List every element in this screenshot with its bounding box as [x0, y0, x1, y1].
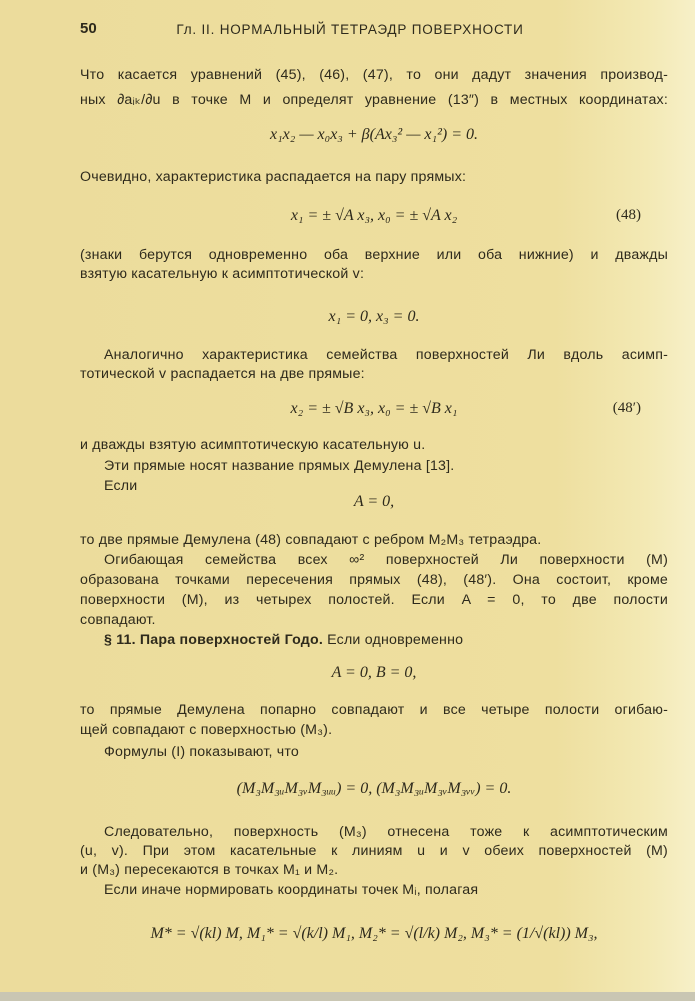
text-line: совпадают. [80, 612, 156, 628]
equation-number: (48′) [612, 400, 641, 416]
equation: x₁ = 0, x₃ = 0. [328, 308, 420, 325]
text-line: и (M₃) пересекаются в точках M₁ и M₂. [80, 862, 339, 878]
equation: A = 0, [353, 493, 395, 510]
text-line: то прямые Демулена попарно совпадают и все четыре полости огибаю- [80, 702, 668, 718]
text-line: образована точками пересечения прямых (48), (48′). Она состоит, кроме [80, 572, 668, 588]
text-line: взятую касательную к асимптотической v: [80, 266, 365, 282]
section-title: § 11. Пара поверхностей Годо. [104, 632, 323, 648]
text-line: поверхности (M), из четырех полостей. Если A = 0, то две полости [80, 592, 668, 608]
equation: A = 0, B = 0, [331, 664, 417, 681]
text-line: Если одновременно [327, 632, 464, 648]
section-heading [104, 631, 668, 650]
equation: x₂ = ± √B x₃, x₀ = ± √B x₁ [290, 400, 458, 417]
equation: x₁ = ± √A x₃, x₀ = ± √A x₂ [290, 207, 458, 224]
text-line: щей совпадают с поверхностью (M₃). [80, 722, 333, 738]
text-line: Очевидно, характеристика распадается на пару прямых: [80, 169, 467, 185]
text-line: Следовательно, поверхность (M₃) отнесена тоже к асимптотическим [104, 824, 668, 840]
equation-48-prime [80, 400, 668, 418]
equation: (M₃M₃ᵤM₃ᵥM₃ᵤᵤ) = 0, (M₃M₃ᵤM₃ᵥM₃ᵥᵥ) = 0. [236, 780, 512, 797]
equation: x₁x₂ — x₀x₃ + β(Ax₃² — x₁²) = 0. [269, 126, 479, 143]
running-title: Гл. II. НОРМАЛЬНЫЙ ТЕТРАЭДР ПОВЕРХНОСТИ [176, 22, 524, 37]
text-line: тотической v распадается на две прямые: [80, 366, 365, 382]
page-number: 50 [80, 20, 97, 37]
equation: M* = √(kl) M, M₁* = √(k/l) M₁, M₂* = √(l/k) M₂, M₃* = (1/√(kl)) M₃, [150, 925, 598, 942]
text-line: Что касается уравнений (45), (46), (47), то они дадут значения производ- [80, 67, 668, 83]
equation-48 [80, 207, 668, 225]
text-line: то две прямые Демулена (48) совпадают с ребром M₂M₃ тетраэдра. [80, 532, 542, 548]
equation-number: (48) [616, 207, 641, 223]
text-line: ных ∂aᵢₖ/∂u в точке M и определят уравнение (13″) в местных координатах: [80, 92, 668, 108]
text-line: и дважды взятую асимптотическую касательную u. [80, 437, 426, 453]
text-line: Аналогично характеристика семейства поверхностей Ли вдоль асимп- [104, 347, 668, 363]
text-line: Огибающая семейства всех ∞² поверхностей Ли поверхности (M) [104, 552, 668, 568]
text-line: Если [104, 478, 138, 494]
text-line: (знаки берутся одновременно оба верхние или оба нижние) и дважды [80, 247, 668, 263]
text-line: (u, v). При этом касательные к линиям u и v обеих поверхностей (M) [80, 843, 668, 859]
scan-edge [0, 992, 695, 1001]
text-line: Эти прямые носят название прямых Демулена [13]. [104, 458, 455, 474]
text-line: Если иначе нормировать координаты точек Mᵢ, полагая [104, 882, 479, 898]
text-line: Формулы (I) показывают, что [104, 744, 299, 760]
